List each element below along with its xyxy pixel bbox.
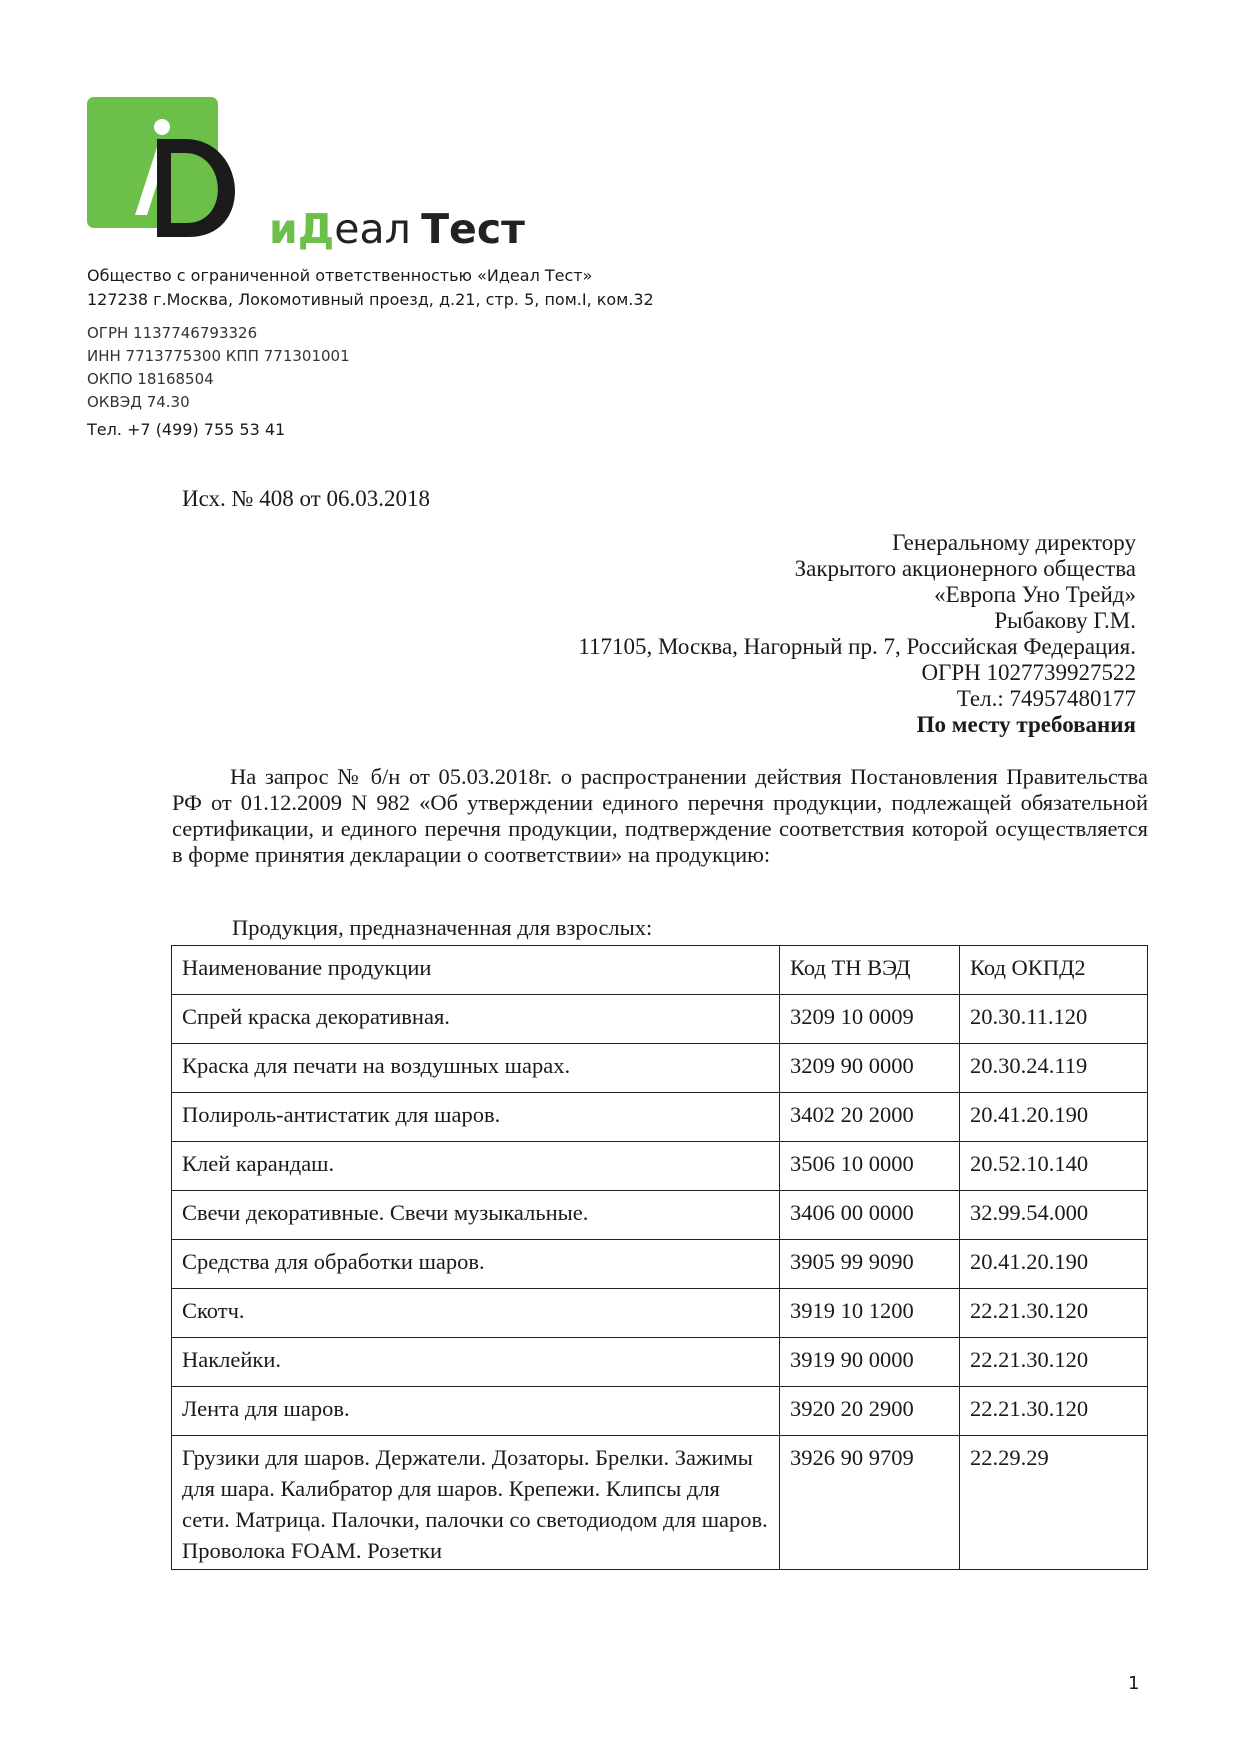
- cell-okpd2-code: 22.21.30.120: [960, 1387, 1148, 1436]
- company-ogrn: ОГРН 1137746793326: [87, 324, 258, 342]
- table-row: [172, 1436, 1148, 1570]
- cell-product-name: Скотч.: [172, 1289, 780, 1338]
- cell-tnved-code: 3506 10 0000: [780, 1142, 960, 1191]
- cell-product-name: Свечи декоративные. Свечи музыкальные.: [172, 1191, 780, 1240]
- cell-tnved-code: 3926 90 9709: [780, 1436, 960, 1570]
- header-okpd2-code: Код ОКПД2: [960, 946, 1148, 995]
- company-name: Общество с ограниченной ответственностью «Идеал Тест»: [87, 266, 593, 285]
- cell-product-name: Наклейки.: [172, 1338, 780, 1387]
- cell-tnved-code: 3920 20 2900: [780, 1387, 960, 1436]
- logo-mark: [87, 97, 257, 247]
- addressee-person: Рыбакову Г.М.: [994, 608, 1136, 633]
- addressee-address: 117105, Москва, Нагорный пр. 7, Российская Федерация.: [578, 634, 1136, 659]
- company-okved: ОКВЭД 74.30: [87, 393, 190, 411]
- table-header-row: [172, 946, 1148, 995]
- cell-product-name: Краска для печати на воздушных шарах.: [172, 1044, 780, 1093]
- cell-okpd2-code: 20.52.10.140: [960, 1142, 1148, 1191]
- cell-tnved-code: 3209 90 0000: [780, 1044, 960, 1093]
- company-address: 127238 г.Москва, Локомотивный проезд, д.21, стр. 5, пом.I, ком.32: [87, 290, 654, 309]
- table-row: [172, 1142, 1148, 1191]
- cell-okpd2-code: 32.99.54.000: [960, 1191, 1148, 1240]
- table-caption: Продукция, предназначенная для взрослых:: [232, 915, 653, 940]
- cell-tnved-code: 3905 99 9090: [780, 1240, 960, 1289]
- company-phone: Тел. +7 (499) 755 53 41: [87, 420, 286, 439]
- outgoing-reference: Исх. № 408 от 06.03.2018: [182, 486, 430, 511]
- addressee-destination: По месту требования: [916, 712, 1136, 737]
- cell-okpd2-code: 22.21.30.120: [960, 1289, 1148, 1338]
- table-row: [172, 995, 1148, 1044]
- table-row: [172, 1240, 1148, 1289]
- table-row: [172, 1289, 1148, 1338]
- cell-okpd2-code: 20.30.11.120: [960, 995, 1148, 1044]
- letter-body: На запрос № б/н от 05.03.2018г. о распространении действия Постановления Правительства РФ от 01.12.2009 N 982 «Об утверждении единого перечня продукции, подлежащей обязательной сертификации, и единого перечня продукции, подтверждение соответствия которой осуществляется в форме принятия декларации о соответствии» на продукцию:: [172, 764, 1148, 867]
- cell-tnved-code: 3919 10 1200: [780, 1289, 960, 1338]
- cell-tnved-code: 3406 00 0000: [780, 1191, 960, 1240]
- addressee-company-name: «Европа Уно Трейд»: [934, 582, 1136, 607]
- header-tnved-code: Код ТН ВЭД: [780, 946, 960, 995]
- cell-product-name: Клей карандаш.: [172, 1142, 780, 1191]
- table-row: [172, 1191, 1148, 1240]
- company-inn-kpp: ИНН 7713775300 КПП 771301001: [87, 347, 350, 365]
- table-row: [172, 1338, 1148, 1387]
- addressee-phone: Тел.: 74957480177: [956, 686, 1136, 711]
- cell-product-name: Лента для шаров.: [172, 1387, 780, 1436]
- cell-okpd2-code: 22.21.30.120: [960, 1338, 1148, 1387]
- cell-okpd2-code: 20.30.24.119: [960, 1044, 1148, 1093]
- table-row: [172, 1093, 1148, 1142]
- addressee-block: [578, 530, 1136, 738]
- cell-okpd2-code: 22.29.29: [960, 1436, 1148, 1570]
- logo-wordmark: [269, 205, 525, 253]
- logo-text-bold: Тест: [421, 205, 525, 253]
- page-number: 1: [1128, 1673, 1140, 1694]
- registration-details: [87, 322, 350, 414]
- cell-okpd2-code: 20.41.20.190: [960, 1093, 1148, 1142]
- addressee-company-type: Закрытого акционерного общества: [794, 556, 1136, 581]
- cell-tnved-code: 3402 20 2000: [780, 1093, 960, 1142]
- logo-text-rest: еал: [334, 205, 411, 253]
- company-okpo: ОКПО 18168504: [87, 370, 214, 388]
- cell-okpd2-code: 20.41.20.190: [960, 1240, 1148, 1289]
- cell-product-name: Спрей краска декоративная.: [172, 995, 780, 1044]
- cell-product-name: Полироль-антистатик для шаров.: [172, 1093, 780, 1142]
- company-logo: [87, 97, 525, 257]
- table-row: [172, 1044, 1148, 1093]
- cell-product-name: Средства для обработки шаров.: [172, 1240, 780, 1289]
- cell-tnved-code: 3919 90 0000: [780, 1338, 960, 1387]
- logo-text-green: иД: [269, 205, 335, 253]
- header-product-name: Наименование продукции: [172, 946, 780, 995]
- cell-product-name: Грузики для шаров. Держатели. Дозаторы. Брелки. Зажимы для шара. Калибратор для шаров. Крепежи. Клипсы для сети. Матрица. Палочки, палочки со светодиодом для шаров. Проволока FOAM. Розетки: [172, 1436, 780, 1570]
- addressee-position: Генеральному директору: [892, 530, 1136, 555]
- products-table: [171, 945, 1148, 1570]
- cell-tnved-code: 3209 10 0009: [780, 995, 960, 1044]
- addressee-ogrn: ОГРН 1027739927522: [921, 660, 1136, 685]
- table-row: [172, 1387, 1148, 1436]
